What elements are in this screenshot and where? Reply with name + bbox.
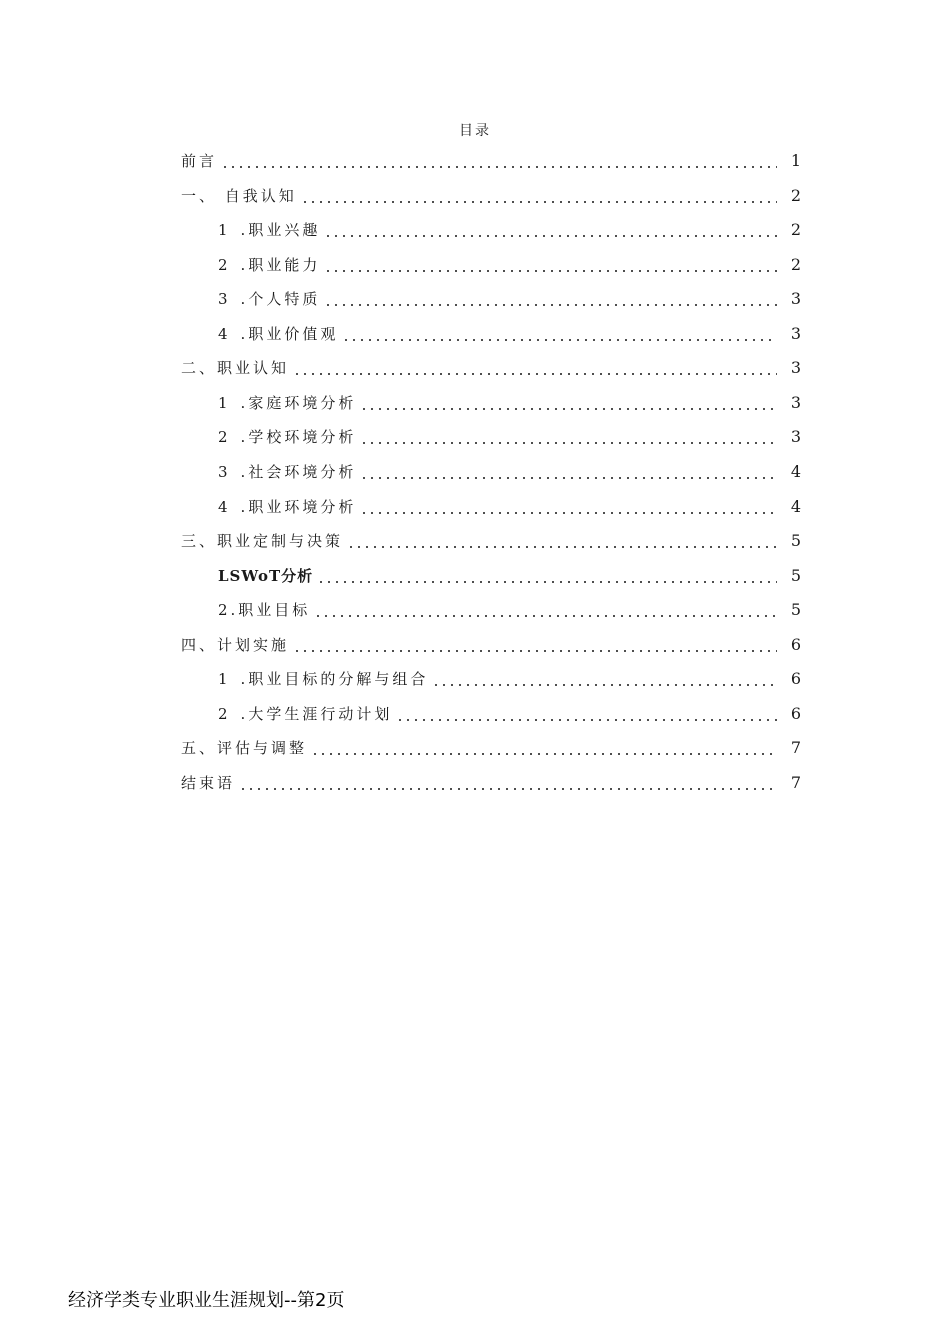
toc-entry-page: 1 <box>790 151 801 170</box>
toc-entry-page: 4 <box>790 497 801 516</box>
toc-entry-label: LSWoT分析 <box>218 567 314 585</box>
page-footer: 经济学类专业职业生涯规划--第2页 <box>68 1290 345 1311</box>
dot-leader <box>360 496 776 518</box>
toc-entry-career-interest[interactable] <box>218 219 801 241</box>
dot-leader <box>347 530 777 552</box>
toc-entry-label: .职业兴趣 <box>240 221 321 239</box>
toc-entry-page: 2 <box>790 220 801 239</box>
toc-entry-label: 二、职业认知 <box>181 359 290 377</box>
toc-entry-career-goal[interactable] <box>218 599 801 621</box>
toc-entry-career-ability[interactable] <box>218 254 801 276</box>
toc-entry-page: 2 <box>790 255 801 274</box>
toc-entry-label: 四、计划实施 <box>181 636 290 654</box>
dot-leader <box>317 565 777 587</box>
dot-leader <box>324 288 776 310</box>
toc-entry-number: 3 <box>218 463 231 481</box>
toc-entry-number: 4 <box>218 325 231 343</box>
dot-leader <box>293 634 777 656</box>
dot-leader <box>360 461 776 483</box>
dot-leader <box>324 219 776 241</box>
toc-entry-label: .学校环境分析 <box>240 428 357 446</box>
dot-leader <box>311 737 777 759</box>
dot-leader <box>301 185 777 207</box>
toc-entry-school-env[interactable] <box>218 426 801 448</box>
toc-entry-career-values[interactable] <box>218 323 801 345</box>
toc-entry-conclusion[interactable] <box>181 772 801 794</box>
toc-entry-label: .职业目标的分解与组合 <box>240 670 429 688</box>
toc-entry-number: 2 <box>218 705 231 723</box>
toc-entry-label: 2.职业目标 <box>218 601 311 619</box>
toc-title: 目录 <box>459 123 491 139</box>
toc-entry-page: 2 <box>790 186 801 205</box>
toc-entry-label: 五、评估与调整 <box>181 739 308 757</box>
toc-entry-social-env[interactable] <box>218 461 801 483</box>
dot-leader <box>360 392 776 414</box>
toc-entry-label: 前言 <box>181 152 218 170</box>
toc-entry-family-env[interactable] <box>218 392 801 414</box>
toc-entry-number: 1 <box>218 394 231 412</box>
toc-entry-plan-implementation[interactable] <box>181 634 801 656</box>
toc-entry-goal-decomposition[interactable] <box>218 668 801 690</box>
dot-leader <box>324 254 776 276</box>
toc-entry-page: 7 <box>790 738 801 757</box>
toc-entry-label: 结束语 <box>181 774 236 792</box>
dot-leader <box>396 703 776 725</box>
toc-entry-personal-traits[interactable] <box>218 288 801 310</box>
toc-entry-page: 3 <box>790 358 801 377</box>
toc-entry-label: .大学生涯行动计划 <box>240 705 393 723</box>
dot-leader <box>239 772 777 794</box>
toc-entry-label: .职业环境分析 <box>240 498 357 516</box>
toc-entry-page: 4 <box>790 462 801 481</box>
toc-entry-number: 3 <box>218 290 231 308</box>
toc-entry-label: 一、 自我认知 <box>181 187 297 205</box>
toc-entry-label: .个人特质 <box>240 290 321 308</box>
toc-entry-self-cognition[interactable] <box>181 185 801 207</box>
toc-entry-page: 5 <box>790 600 801 619</box>
dot-leader <box>293 357 777 379</box>
toc-entry-number: 2 <box>218 256 231 274</box>
dot-leader <box>221 150 777 172</box>
toc-entry-label: .职业能力 <box>240 256 321 274</box>
toc-entry-page: 5 <box>790 531 801 550</box>
toc-entry-page: 3 <box>790 289 801 308</box>
toc-entry-career-env[interactable] <box>218 496 801 518</box>
toc-entry-preface[interactable] <box>181 150 801 172</box>
toc-entry-action-plan[interactable] <box>218 703 801 725</box>
dot-leader <box>314 599 777 621</box>
toc-entry-evaluation[interactable] <box>181 737 801 759</box>
toc-entry-label: 三、职业定制与决策 <box>181 532 344 550</box>
toc-entry-page: 5 <box>790 566 801 585</box>
toc-entry-page: 6 <box>790 704 801 723</box>
dot-leader <box>432 668 776 690</box>
toc-entry-number: 1 <box>218 670 231 688</box>
toc-entry-page: 3 <box>790 324 801 343</box>
toc-entry-number: 2 <box>218 428 231 446</box>
toc-entry-page: 6 <box>790 635 801 654</box>
toc-entry-label: .社会环境分析 <box>240 463 357 481</box>
toc-entry-number: 4 <box>218 498 231 516</box>
toc-entry-page: 7 <box>790 773 801 792</box>
toc-entry-swot-analysis[interactable] <box>218 565 801 587</box>
toc-entry-page: 6 <box>790 669 801 688</box>
toc-entry-number: 1 <box>218 221 231 239</box>
toc-entry-career-cognition[interactable] <box>181 357 801 379</box>
toc-entry-label: .职业价值观 <box>240 325 339 343</box>
toc-entry-page: 3 <box>790 427 801 446</box>
dot-leader <box>360 426 776 448</box>
toc-entry-career-decision[interactable] <box>181 530 801 552</box>
toc-entry-page: 3 <box>790 393 801 412</box>
toc-entry-label: .家庭环境分析 <box>240 394 357 412</box>
dot-leader <box>342 323 776 345</box>
